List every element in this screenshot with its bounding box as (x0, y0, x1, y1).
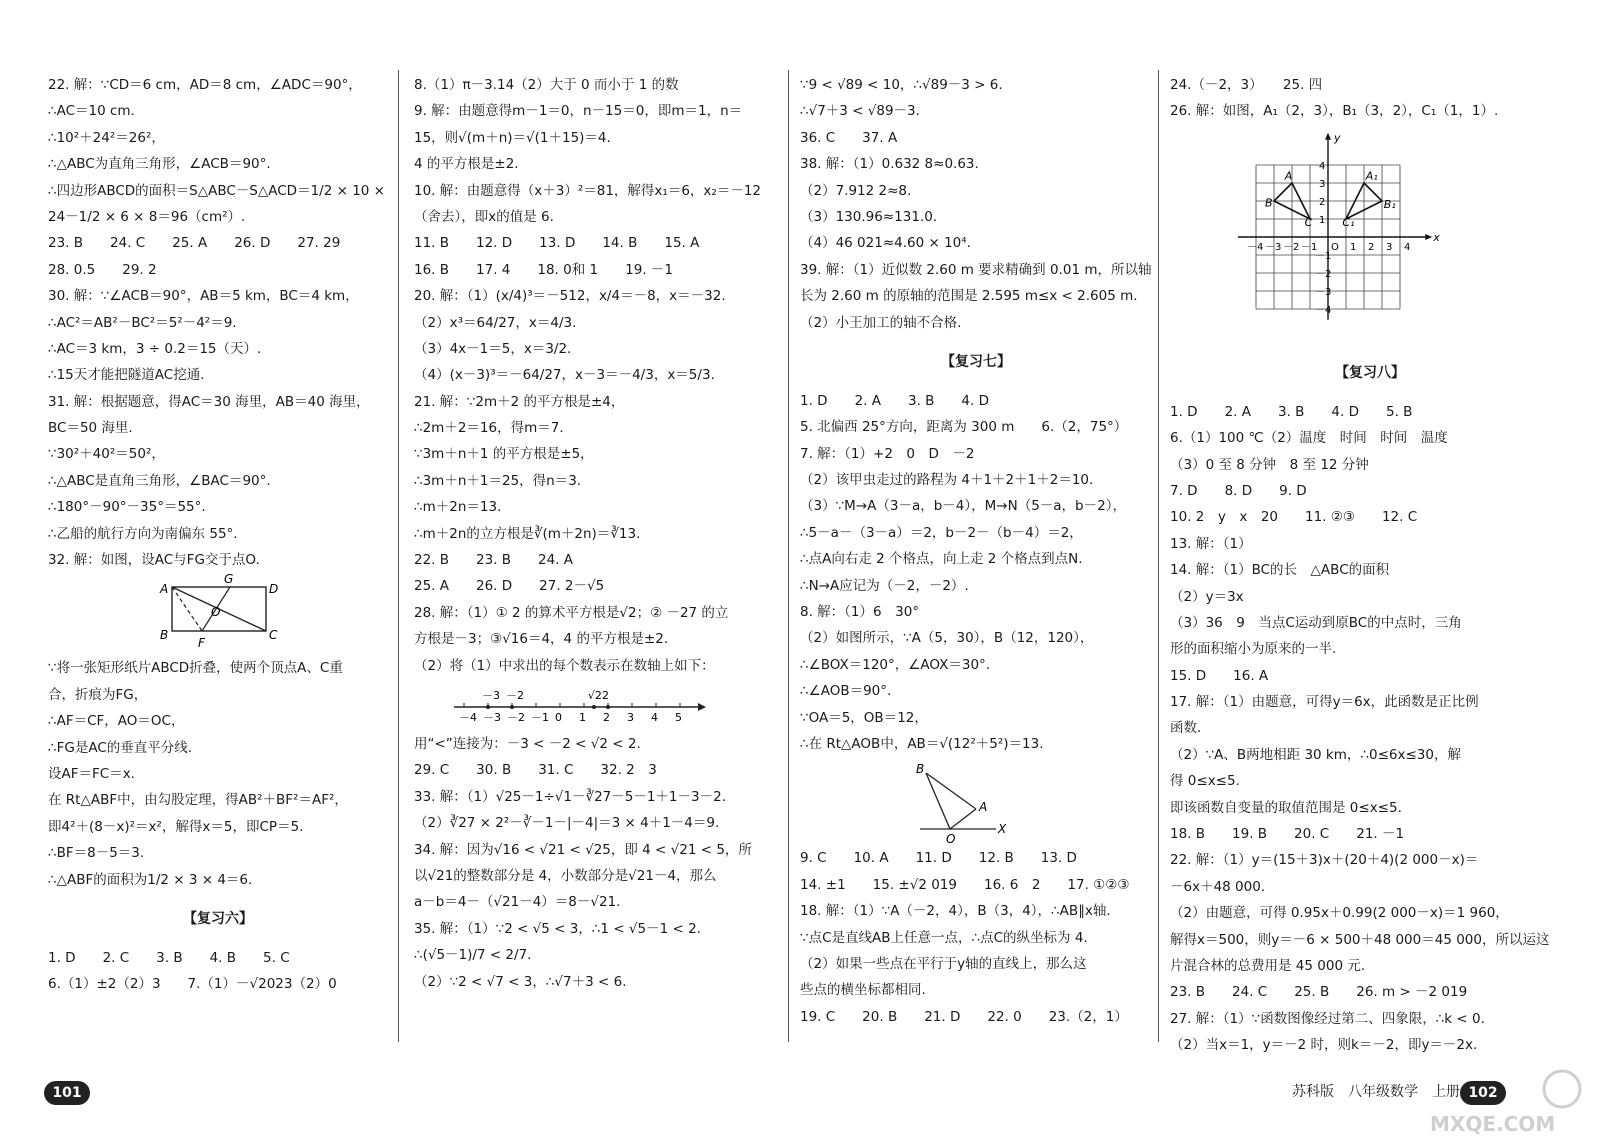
point-label: B (1265, 196, 1273, 210)
grid-x-label: 4 (1404, 241, 1411, 253)
text-block (800, 388, 1152, 757)
text-line: 11. B 12. D 13. D 14. B 15. A (414, 235, 700, 252)
axis-label-x: x (1433, 230, 1440, 244)
text-line: ∴△ABC为直角三角形，∠ACB＝90°. (48, 156, 271, 173)
text-line: （4）46 021≈4.60 × 10⁴. (800, 235, 971, 252)
text-line: ∴N→A应记为（－2，－2）. (800, 577, 969, 594)
text-line: 17. 解：（1）由题意，可得y＝6x，此函数是正比例 (1170, 694, 1479, 711)
grid-x-label: O (1331, 241, 1339, 253)
text-line: 14. ±1 15. ±√2 019 16. 6 2 17. ①②③ (800, 876, 1130, 893)
number-line-point-label: √2 (587, 688, 602, 702)
point-label: A (1284, 169, 1293, 183)
text-line: 得 0≤x≤5. (1170, 773, 1240, 790)
triangle-aob-svg (800, 757, 1152, 845)
label-F: F (198, 636, 205, 651)
text-line: 5. 北偏西 25°方向，距离为 300 m 6.（2，75°） (800, 419, 1128, 436)
text-block (800, 845, 1152, 1030)
text-line: （2）小王加工的轴不合格. (800, 314, 962, 331)
page-number-left: 101 (44, 1081, 90, 1105)
text-line: ∴AC＝10 cm. (48, 103, 135, 120)
text-line: ∴∠BOX＝120°，∠AOX＝30°. (800, 656, 991, 673)
grid-y-label: 3 (1319, 178, 1326, 190)
grid-x-label: －1 (1301, 241, 1318, 253)
label-X: X (998, 822, 1007, 837)
text-line: 形的面积缩小为原来的一半. (1170, 641, 1337, 658)
point-label: C (1304, 215, 1313, 229)
number-line-tick-label: 1 (579, 710, 586, 724)
number-line-tick-label: 3 (627, 710, 634, 724)
grid-x-label: －4 (1247, 241, 1264, 253)
text-line: ∴m＋2n的立方根是∛(m＋2n)＝∛13. (414, 525, 641, 542)
text-line: 1. D 2. C 3. B 4. B 5. C (48, 949, 290, 966)
text-line: 18. 解：（1）∵A（－2，4），B（3，4），∴AB∥x轴. (800, 903, 1111, 920)
text-line: （2）∵A、B两地相距 30 km，∴0≤6x≤30，解 (1170, 746, 1461, 763)
book-title: 苏科版 八年级数学 上册 (1292, 1084, 1460, 1100)
text-line: 9. 解：由题意得m－1＝0，n－15＝0，即m＝1，n＝ (414, 103, 743, 120)
text-line: －6x＋48 000. (1170, 878, 1266, 895)
text-line: 6.（1）±2（2）3 7.（1）－√2023（2）0 (48, 976, 337, 993)
x-axis-arrow (1425, 234, 1432, 240)
y-axis-arrow (1325, 133, 1331, 140)
text-line: ∴2m＋2＝16，得m＝7. (414, 420, 564, 437)
point-label: B₁ (1383, 197, 1396, 211)
number-line-tick-label: 4 (651, 710, 658, 724)
text-line: （2）如果一些点在平行于y轴的直线上，那么这 (800, 955, 1087, 972)
grid-y-label: 2 (1319, 196, 1326, 208)
text-line: ∴FG是AC的垂直平分线. (48, 739, 193, 756)
text-line: 30. 解：∵∠ACB＝90°，AB＝5 km，BC＝4 km， (48, 288, 359, 305)
label-G: G (224, 573, 234, 587)
triangle-aob-figure (800, 757, 1152, 845)
answer-column-1 (48, 72, 388, 998)
text-block (414, 72, 766, 679)
text-line: （2）∵2 < √7 < 3，∴√7＋3 < 6. (414, 973, 627, 990)
text-line: ∴点A向右走 2 个格点，向上走 2 个格点到点N. (800, 551, 1083, 568)
label-A: A (160, 582, 169, 597)
section-heading: 【复习七】 (941, 353, 1011, 370)
text-block (48, 72, 388, 573)
text-line: （3）∵M→A（3－a，b－4），M→N（5－a，b－2）， (800, 498, 1126, 515)
grid-y-label: －3 (1315, 286, 1332, 298)
text-line: （4）(x－3)³＝－64/27，x－3＝－4/3，x＝5/3. (414, 367, 715, 384)
text-line: ∵30²＋40²＝50²， (48, 446, 165, 463)
text-line: （2）∛27 × 2²－∛－1－|－4|＝3 × 4＋1－4＝9. (414, 815, 720, 832)
text-line: ∴5－a－（3－a）＝2，b－2－（b－4）＝2， (800, 524, 1083, 541)
text-line: 13. 解：（1） (1170, 535, 1252, 552)
grid-x-label: －2 (1283, 241, 1300, 253)
text-line: 设AF＝FC＝x. (48, 765, 135, 782)
text-line: 15. D 16. A (1170, 667, 1269, 684)
number-line-point (510, 705, 514, 709)
text-line: ∴15天才能把隧道AC挖通. (48, 367, 205, 384)
text-line: 用“<”连接为：－3 < －2 < √2 < 2. (414, 735, 641, 752)
text-line: ∵9 < √89 < 10，∴√89－3 > 6. (800, 77, 1003, 93)
number-line-point (592, 705, 596, 709)
grid-y-label: －4 (1315, 304, 1332, 316)
text-block (48, 945, 388, 998)
text-line: 片混合林的总费用是 45 000 元. (1170, 957, 1366, 974)
label-A: A (979, 800, 988, 815)
rectangle-fold-figure (48, 573, 388, 655)
text-line: 15，则√(m＋n)＝√(1＋15)＝4. (414, 129, 611, 146)
text-line: 1. D 2. A 3. B 4. D 5. B (1170, 403, 1413, 420)
text-line: （2）x³＝64/27，x＝4/3. (414, 314, 577, 331)
text-line: ∴AF＝CF，AO＝OC， (48, 713, 185, 730)
text-line: 合，折痕为FG， (48, 686, 148, 703)
text-line: 方根是－3；③√16＝4，4 的平方根是±2. (414, 631, 669, 648)
coordinate-grid-figure (1170, 125, 1570, 347)
grid-y-label: －1 (1315, 250, 1332, 262)
text-line: （2）由题意，可得 0.95x＋0.99(2 000－x)＝1 960， (1170, 905, 1509, 922)
text-line: 9. C 10. A 11. D 12. B 13. D (800, 850, 1077, 867)
label-O: O (946, 832, 956, 846)
text-line: ∴乙船的航行方向为南偏东 55°. (48, 525, 238, 542)
text-line: ∵3m＋n＋1 的平方根是±5， (414, 446, 594, 463)
text-line: 在 Rt△ABF中，由勾股定理，得AB²＋BF²＝AF²， (48, 792, 348, 809)
watermark-logo (1426, 1065, 1586, 1137)
text-line: （2）当x＝1，y＝－2 时，则k＝－2，即y＝－2x. (1170, 1037, 1478, 1054)
text-line: ∴180°－90°－35°＝55°. (48, 499, 206, 516)
text-line: 21. 解：∵2m＋2 的平方根是±4， (414, 393, 625, 410)
watermark-text: MXQE.COM (1430, 1112, 1556, 1136)
text-line: 10. 2 y x 20 11. ②③ 12. C (1170, 509, 1418, 526)
text-line: 39. 解：（1）近似数 2.60 m 要求精确到 0.01 m，所以轴 (800, 261, 1152, 278)
number-line-svg (414, 679, 766, 731)
number-line-tick-label: －3 (483, 710, 501, 724)
grid-x-label: 3 (1386, 241, 1393, 253)
text-line: 14. 解：（1）BC的长 △ABC的面积 (1170, 562, 1390, 579)
text-block (48, 655, 388, 893)
text-line: 10. 解：由题意得（x＋3）²＝81，解得x₁＝6，x₂＝－12 (414, 182, 761, 199)
text-line: 28. 解：（1）① 2 的算术平方根是√2；② －27 的立 (414, 604, 729, 621)
grid-x-label: －3 (1265, 241, 1282, 253)
point-label: A₁ (1365, 169, 1378, 183)
column-divider (788, 70, 789, 1042)
text-line: 6.（1）100 ℃（2）温度 时间 时间 温度 (1170, 430, 1448, 447)
text-line: 些点的横坐标都相同. (800, 982, 926, 999)
text-block (1170, 72, 1570, 125)
text-line: 25. A 26. D 27. 2－√5 (414, 578, 605, 595)
text-line: ∴∠AOB＝90°. (800, 683, 892, 700)
answer-column-3 (800, 72, 1152, 1030)
text-line: 27. 解：（1）∵函数图像经过第二、四象限，∴k < 0. (1170, 1010, 1485, 1027)
text-line: ∴四边形ABCD的面积＝S△ABC－S△ACD＝1/2 × 10 × (48, 182, 385, 199)
grid-y-label: －2 (1315, 268, 1332, 280)
text-line: ∵点C是直线AB上任意一点，∴点C的纵坐标为 4. (800, 929, 1088, 946)
text-line: 4 的平方根是±2. (414, 156, 519, 173)
grid-x-label: 2 (1368, 241, 1375, 253)
text-line: 24－1/2 × 6 × 8＝96（cm²）. (48, 208, 246, 225)
text-line: 33. 解：（1）√25－1÷√1－∛27－5－1＋1－3－2. (414, 788, 726, 805)
text-line: 18. B 19. B 20. C 21. －1 (1170, 826, 1405, 843)
grid-y-label: 4 (1319, 160, 1326, 172)
text-line: 23. B 24. C 25. B 26. m > －2 019 (1170, 984, 1468, 1001)
text-line: 8.（1）π－3.14（2）大于 0 而小于 1 的数 (414, 77, 679, 93)
text-block (800, 72, 1152, 336)
text-line: 解得x＝500，则y＝－6 × 500＋48 000＝45 000，所以运这 (1170, 931, 1550, 948)
text-line: （3）130.96≈131.0. (800, 208, 938, 225)
text-line: （2）如图所示，∵A（5，30），B（12，120）， (800, 630, 1094, 647)
text-line: （3）4x－1＝5，x＝3/2. (414, 340, 572, 357)
text-line: 22. B 23. B 24. A (414, 552, 574, 569)
text-line: 31. 解：根据题意，得AC＝30 海里，AB＝40 海里， (48, 393, 370, 410)
text-line: 19. C 20. B 21. D 22. 0 23.（2，1） (800, 1008, 1128, 1025)
number-line-tick-label: －1 (531, 710, 549, 724)
text-line: ∴在 Rt△AOB中，AB＝√(12²＋5²)＝13. (800, 735, 1044, 752)
text-block (1170, 399, 1570, 1059)
label-C: C (269, 628, 278, 643)
text-line: a－b＝4－（√21－4）＝8－√21. (414, 894, 621, 911)
number-line-figure (414, 679, 766, 731)
number-line-point (486, 705, 490, 709)
text-line: ∴m＋2n＝13. (414, 499, 502, 516)
text-line: 即4²＋(8－x)²＝x²，解得x＝5，即CP＝5. (48, 818, 304, 835)
text-line: 32. 解：如图，设AC与FG交于点O. (48, 552, 260, 569)
text-line: ∵OA＝5，OB＝12， (800, 709, 928, 726)
coordinate-grid-svg (1170, 125, 1570, 347)
label-B: B (160, 628, 169, 643)
section-heading: 【复习六】 (183, 910, 253, 927)
text-line: （3）36 9 当点C运动到原BC的中点时，三角 (1170, 614, 1462, 631)
text-line: ∴AC＝3 km，3 ÷ 0.2＝15（天）. (48, 340, 262, 357)
text-line: （舍去），即x的值是 6. (414, 208, 554, 225)
text-line: 8. 解：（1）6 30° (800, 604, 920, 621)
number-line-tick-label: 0 (555, 710, 562, 724)
text-line: 16. B 17. 4 18. 0和 1 19. －1 (414, 261, 673, 278)
column-divider (1158, 70, 1159, 1042)
text-line: ∴10²＋24²＝26²， (48, 129, 165, 146)
text-line: 函数. (1170, 720, 1202, 737)
axis-label-y: y (1334, 131, 1341, 145)
text-line: ∴△ABF的面积为1/2 × 3 × 4＝6. (48, 871, 253, 888)
text-line: 35. 解：（1）∵2 < √5 < 3，∴1 < √5－1 < 2. (414, 920, 701, 937)
text-line: 22. 解：（1）y＝(15＋3)x＋(20＋4)(2 000－x)＝ (1170, 852, 1479, 869)
text-line: 以√21的整数部分是 4，小数部分是√21－4，那么 (414, 867, 717, 884)
answer-column-4 (1170, 72, 1570, 1059)
text-line: 长为 2.60 m 的原轴的范围是 2.595 m≤x < 2.605 m. (800, 288, 1138, 305)
number-line-tick-label: 5 (675, 710, 682, 724)
rectangle-fold-svg (48, 573, 388, 655)
text-line: ∴△ABC是直角三角形，∠BAC＝90°. (48, 472, 271, 489)
text-line: 20. 解：（1）(x/4)³＝－512，x/4＝－8，x＝－32. (414, 288, 726, 305)
number-line-point-label: －2 (506, 688, 524, 702)
section-heading: 【复习八】 (1335, 364, 1405, 381)
page-number-right: 102 (1460, 1081, 1506, 1105)
point-label: C₁ (1342, 215, 1355, 229)
grid-y-label: 1 (1319, 214, 1326, 226)
text-line: （2）将（1）中求出的每个数表示在数轴上如下： (414, 657, 715, 674)
text-line: ∴(√5－1)/7 < 2/7. (414, 947, 532, 964)
text-line: ∵将一张矩形纸片ABCD折叠，使两个顶点A、C重 (48, 660, 343, 677)
text-line: ∴3m＋n＋1＝25，得n＝3. (414, 472, 582, 489)
label-O: O (211, 605, 221, 620)
text-line: 7. 解：（1）+2 0 D －2 (800, 445, 975, 462)
text-line: （2）y＝3x (1170, 588, 1244, 605)
text-line: （3）0 至 8 分钟 8 至 12 分钟 (1170, 456, 1369, 473)
number-line-point-label: －3 (482, 688, 500, 702)
label-B: B (916, 762, 925, 777)
text-line: 29. C 30. B 31. C 32. 2 3 (414, 762, 657, 779)
number-line-tick-label: －4 (459, 710, 477, 724)
text-line: 22. 解：∵CD＝6 cm，AD＝8 cm，∠ADC＝90°， (48, 77, 362, 93)
text-line: 38. 解：（1）0.632 8≈0.63. (800, 156, 979, 173)
text-line: 36. C 37. A (800, 129, 898, 146)
text-line: ∴√7＋3 < √89－3. (800, 103, 920, 120)
answer-column-2 (414, 72, 766, 995)
text-line: 1. D 2. A 3. B 4. D (800, 392, 989, 409)
text-line: 7. D 8. D 9. D (1170, 482, 1307, 499)
text-block (414, 731, 766, 995)
number-line-point-label: 2 (602, 688, 609, 702)
grid-x-label: 1 (1350, 241, 1357, 253)
column-divider (398, 70, 399, 1042)
text-line: BC＝50 海里. (48, 420, 133, 437)
text-line: 28. 0.5 29. 2 (48, 261, 157, 278)
text-line: 24.（－2，3） 25. 四 (1170, 77, 1323, 93)
number-line-point (606, 705, 610, 709)
text-line: 26. 解：如图，A₁（2，3），B₁（3，2），C₁（1，1）. (1170, 103, 1499, 120)
label-D: D (269, 582, 279, 597)
text-line: ∴AC²＝AB²－BC²＝5²－4²＝9. (48, 314, 237, 331)
text-line: 34. 解：因为√16 < √21 < √25，即 4 < √21 < 5，所 (414, 841, 752, 858)
text-line: （2）该甲虫走过的路程为 4＋1＋2＋1＋2＝10. (800, 472, 1094, 489)
number-line-tick-label: －2 (507, 710, 525, 724)
text-line: （2）7.912 2≈8. (800, 182, 912, 199)
text-line: ∴BF＝8－5＝3. (48, 845, 145, 862)
text-line: 即该函数自变量的取值范围是 0≤x≤5. (1170, 799, 1402, 816)
number-line-tick-label: 2 (603, 710, 610, 724)
text-line: 23. B 24. C 25. A 26. D 27. 29 (48, 235, 341, 252)
